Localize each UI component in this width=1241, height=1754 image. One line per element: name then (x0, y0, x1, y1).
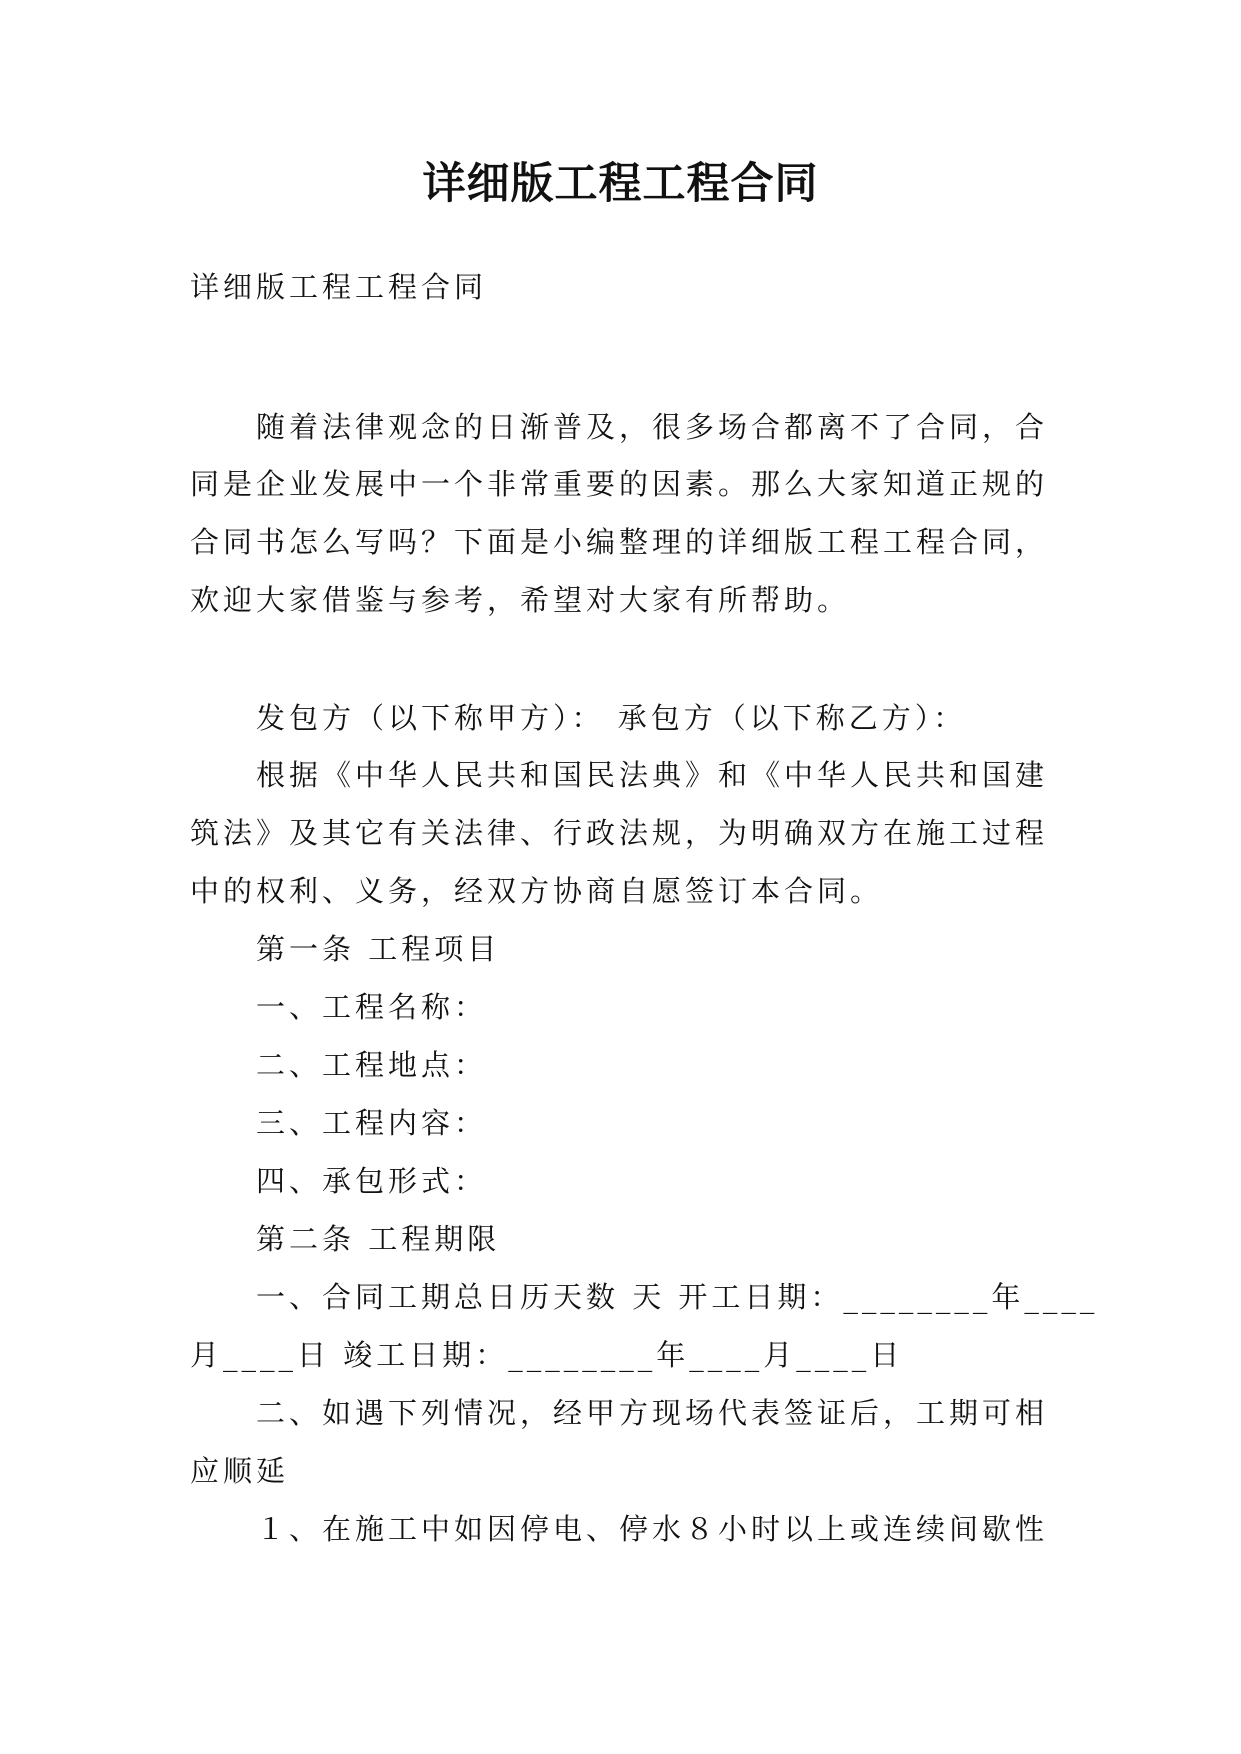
clause-line: 二、如遇下列情况，经甲方现场代表签证后，工期可相 (256, 1396, 1049, 1430)
clause-line: 三、工程内容： (256, 1106, 488, 1140)
paragraph-line: 中的权利、义务，经双方协商自愿签订本合同。 (190, 874, 884, 908)
clause-line: 二、工程地点： (256, 1048, 488, 1082)
paragraph-line: 同是企业发展中一个非常重要的因素。那么大家知道正规的 (190, 467, 1049, 501)
clause-line: 四、承包形式： (256, 1164, 488, 1198)
paragraph-line: 根据《中华人民共和国民法典》和《中华人民共和国建 (256, 758, 1049, 792)
clause-line: １、在施工中如因停电、停水８小时以上或连续间歇性 (256, 1512, 1049, 1546)
clause-line: 一、合同工期总日历天数 天 开工日期：________年____ (256, 1280, 1099, 1314)
clause-line: 一、工程名称： (256, 990, 488, 1024)
clause-line: 月____日 竣工日期：________年____月____日 (190, 1338, 904, 1372)
article-heading: 第二条 工程期限 (256, 1222, 501, 1256)
paragraph-line: 合同书怎么写吗？下面是小编整理的详细版工程工程合同， (190, 525, 1049, 559)
parties-line: 发包方（以下称甲方）： 承包方（以下称乙方）： (256, 701, 967, 735)
document-title: 详细版工程工程合同 (422, 159, 819, 209)
clause-line: 应顺延 (190, 1454, 290, 1488)
paragraph-line: 随着法律观念的日渐普及，很多场合都离不了合同，合 (256, 410, 1049, 444)
article-heading: 第一条 工程项目 (256, 932, 501, 966)
document-subtitle: 详细版工程工程合同 (190, 270, 488, 304)
paragraph-line: 欢迎大家借鉴与参考，希望对大家有所帮助。 (190, 583, 851, 617)
paragraph-line: 筑法》及其它有关法律、行政法规，为明确双方在施工过程 (190, 816, 1049, 850)
